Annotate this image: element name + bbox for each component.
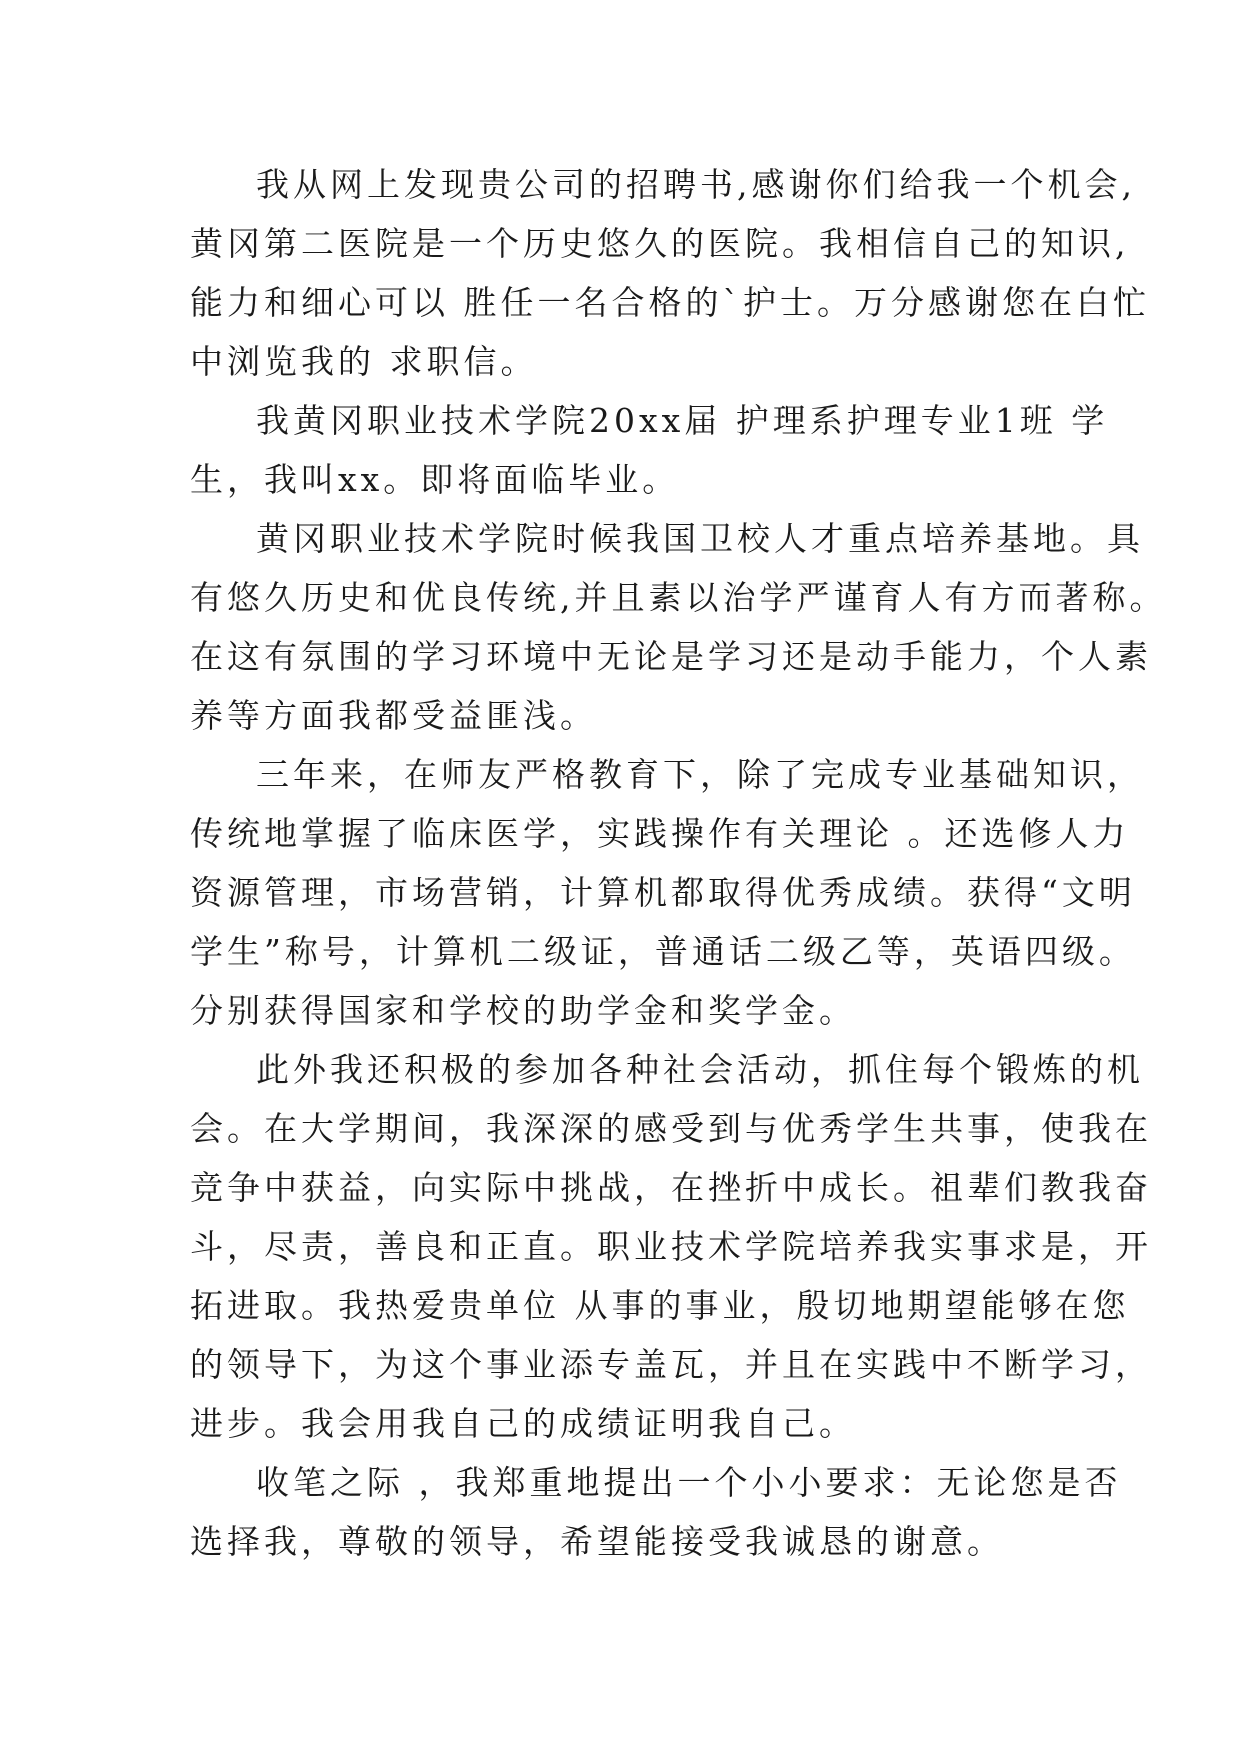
paragraph-line: 竞争中获益，向实际中挑战，在挫折中成长。祖辈们教我奋 [190,1168,1152,1207]
paragraph-4 [190,745,1144,1040]
paragraph-2 [190,391,1109,509]
paragraph-line: 黄冈第二医院是一个历史悠久的医院。我相信自己的知识, [190,224,1130,263]
paragraph-line: 传统地掌握了临床医学，实践操作有关理论 。还选修人力 [190,814,1130,853]
paragraph-line: 我黄冈职业技术学院20xx届 护理系护理专业1班 学 [256,401,1109,440]
paragraph-line: 会。在大学期间，我深深的感受到与优秀学生共事，使我在 [190,1109,1152,1148]
paragraph-line: 分别获得国家和学校的助学金和奖学金。 [190,991,856,1030]
letter-body [190,155,1167,1571]
paragraph-line: 收笔之际 ，我郑重地提出一个小小要求：无论您是否 [256,1463,1122,1502]
paragraph-line: 有悠久历史和优良传统,并且素以治学严谨育人有方而著称。 [190,578,1167,617]
paragraph-1 [190,155,1150,391]
paragraph-line: 三年来，在师友严格教育下，除了完成专业基础知识， [256,755,1144,794]
paragraph-line: 我从网上发现贵公司的招聘书,感谢你们给我一个机会, [256,165,1136,204]
paragraph-line: 能力和细心可以 胜任一名合格的`护士。万分感谢您在白忙 [190,283,1150,322]
paragraph-line: 养等方面我都受益匪浅。 [190,696,597,735]
paragraph-line: 斗，尽责，善良和正直。职业技术学院培养我实事求是，开 [190,1227,1152,1266]
paragraph-6 [190,1453,1122,1571]
paragraph-line: 学生”称号，计算机二级证，普通话二级乙等，英语四级。 [190,932,1136,971]
paragraph-line: 黄冈职业技术学院时候我国卫校人才重点培养基地。具 [256,519,1144,558]
paragraph-line: 资源管理，市场营销，计算机都取得优秀成绩。获得“文明 [190,873,1136,912]
paragraph-5 [190,1040,1152,1453]
paragraph-line: 的领导下，为这个事业添专盖瓦，并且在实践中不断学习， [190,1345,1152,1384]
paragraph-line: 在这有氛围的学习环境中无论是学习还是动手能力，个人素 [190,637,1152,676]
paragraph-line: 进步。我会用我自己的成绩证明我自己。 [190,1404,856,1443]
paragraph-line: 拓进取。我热爱贵单位 从事的事业，殷切地期望能够在您 [190,1286,1130,1325]
paragraph-line: 中浏览我的 求职信。 [190,342,538,381]
paragraph-line: 生，我叫xx。即将面临毕业。 [190,460,680,499]
paragraph-line: 选择我，尊敬的领导，希望能接受我诚恳的谢意。 [190,1522,1004,1561]
paragraph-line: 此外我还积极的参加各种社会活动，抓住每个锻炼的机 [256,1050,1144,1089]
paragraph-3 [190,509,1167,745]
